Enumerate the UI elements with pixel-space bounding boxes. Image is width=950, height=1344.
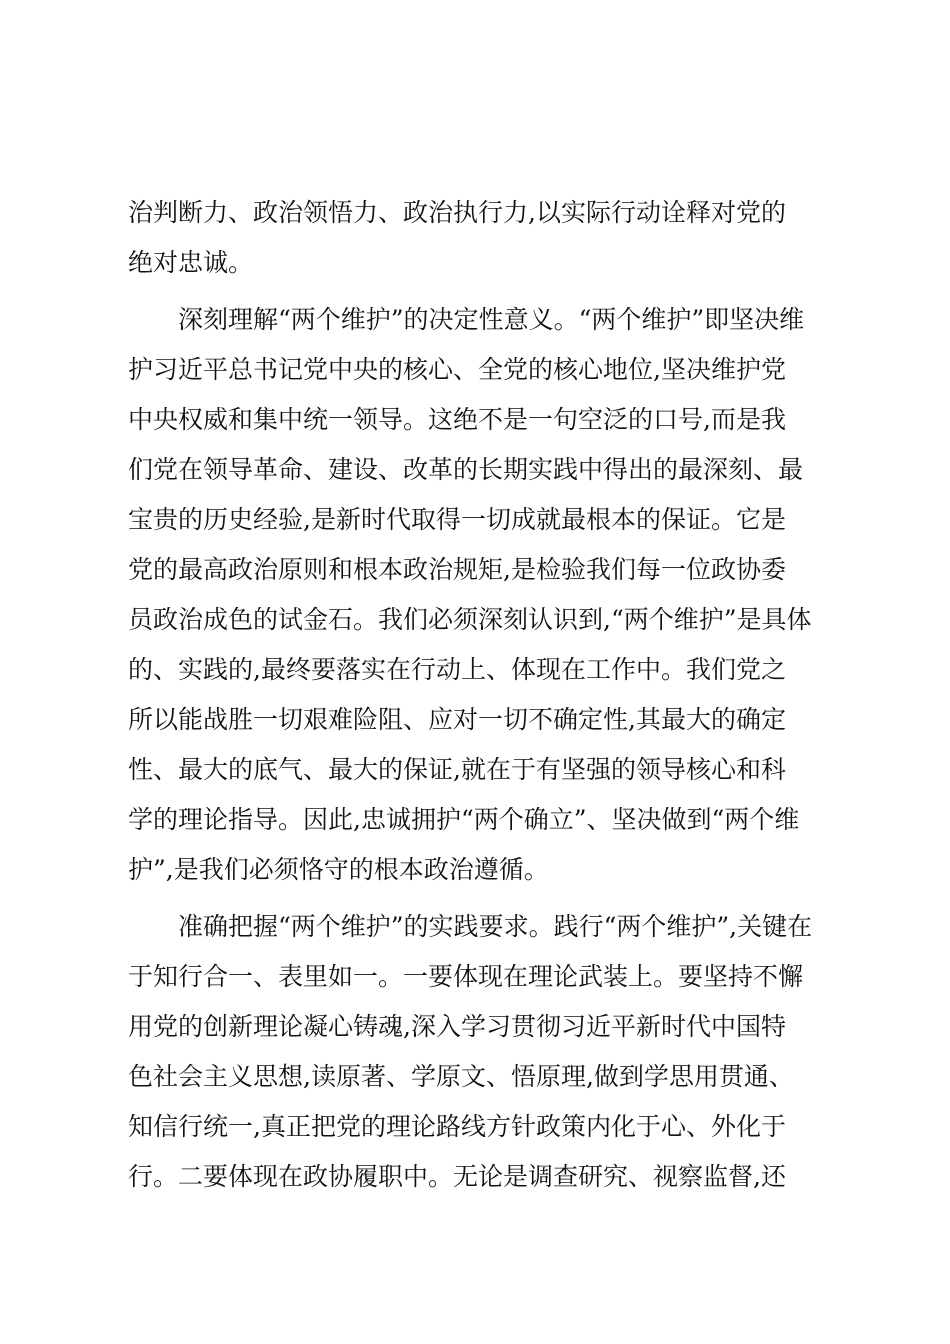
text-line: 党的最高政治原则和根本政治规矩,是检验我们每一位政协委 [128,555,786,584]
text-line: 准确把握“两个维护”的实践要求。践行“两个维护”,关键在 [178,912,813,941]
text-line: 性、最大的底气、最大的保证,就在于有坚强的领导核心和科 [128,755,786,784]
text-line: 用党的创新理论凝心铸魂,深入学习贯彻习近平新时代中国特 [128,1012,786,1041]
text-line: 们党在领导革命、建设、改革的长期实践中得出的最深刻、最 [128,455,804,484]
text-line: 的、实践的,最终要落实在行动上、体现在工作中。我们党之 [128,655,786,684]
text-line: 于知行合一、表里如一。一要体现在理论武装上。要坚持不懈 [128,962,804,991]
text-line: 宝贵的历史经验,是新时代取得一切成就最根本的保证。它是 [128,505,786,534]
text-line: 深刻理解“两个维护”的决定性意义。“两个维护”即坚决维 [178,305,805,334]
text-line: 治判断力、政治领悟力、政治执行力,以实际行动诠释对党的 [128,198,786,227]
text-line: 绝对忠诚。 [128,248,254,277]
text-line: 护”,是我们必须恪守的根本政治遵循。 [128,855,549,884]
text-line: 员政治成色的试金石。我们必须深刻认识到,“两个维护”是具体 [128,605,812,634]
text-line: 学的理论指导。因此,忠诚拥护“两个确立”、坚决做到“两个维 [128,805,800,834]
text-line: 中央权威和集中统一领导。这绝不是一句空泛的口号,而是我 [128,405,786,434]
text-line: 色社会主义思想,读原著、学原文、悟原理,做到学思用贯通、 [128,1062,794,1091]
text-line: 知信行统一,真正把党的理论路线方针政策内化于心、外化于 [128,1112,786,1141]
text-line: 护习近平总书记党中央的核心、全党的核心地位,坚决维护党 [128,355,786,384]
text-line: 所以能战胜一切艰难险阻、应对一切不确定性,其最大的确定 [128,705,786,734]
text-line: 行。二要体现在政协履职中。无论是调查研究、视察监督,还 [128,1162,786,1191]
